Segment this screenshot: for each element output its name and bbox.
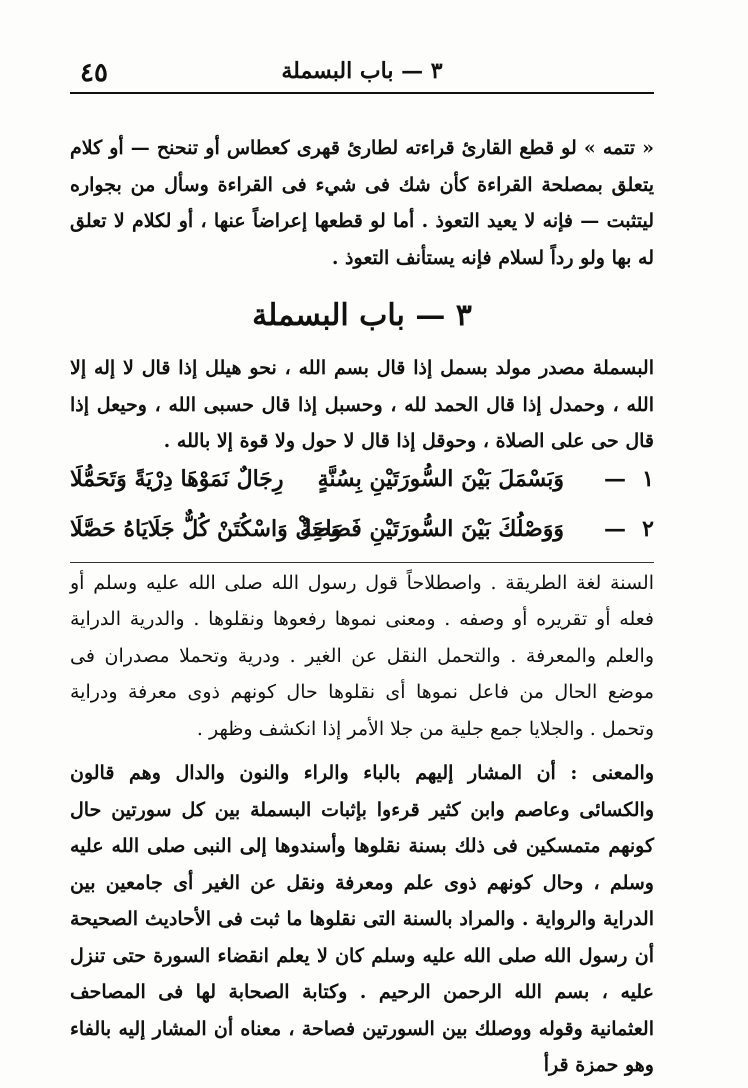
verse-line bbox=[70, 514, 654, 560]
paragraph-tatimma: « تتمه » لو قطع القارئ قراءته لطارئ قهرى كعطاس أو تنحنح — أو كلام يتعلق بمصلحة القراءة كأن شك فى شيء فى القراءة وسأل من بجواره ليتثبت — فإنه لا يعيد التعوذ . أما لو قطعها إعراضاً عنها ، أو لكلام لا تعلق له بها ولو رداً لسلام فإنه يستأنف التعوذ . bbox=[70, 137, 654, 269]
verse-number: ٢ bbox=[642, 515, 654, 542]
chapter-title: ٣ — باب البسملة bbox=[252, 298, 472, 333]
page-number: ٤٥ bbox=[80, 58, 108, 88]
paragraph-definition: البسملة مصدر مولد بسمل إذا قال بسم الله ، نحو هيلل إذا قال لا إله إلا الله ، وحمدل إذا قال الحمد لله ، وحسبل إذا قال حسبى الله ، وحيعل إذا قال حى على الصلاة ، وحوقل إذا قال لا حول ولا قوة إلا بالله . bbox=[70, 357, 654, 452]
paragraph-vocabulary: السنة لغة الطريقة . واصطلاحاً قول رسول الله صلى الله عليه وسلم أو فعله أو تقريره أو وصفه . ومعنى نموها رفعوها ونقلوها . والدرية الدراية والعلم والمعرفة . والتحمل النقل عن الغير . ودرية وتحملا مصدران فى موضع الحال من فاعل نموها أى نقلوها حال كونهم ذوى معرفة ودراية وتحمل . والجلايا جمع جلية من جلا الأمر إذا انكشف وظهر . bbox=[70, 571, 654, 740]
commentary-section bbox=[70, 562, 654, 1084]
verse-number: ١ bbox=[642, 465, 654, 492]
running-title: ٣ — باب البسملة bbox=[281, 58, 443, 84]
verse-hemistich-second: رِجَالٌ نَمَوْهَا دِرْيَةً وَتَحَمُّلَا bbox=[70, 465, 284, 492]
verse-hemistich-first: وَبَسْمَلَ بَيْنَ السُّورَتَيْنِ بِسُنَّةٍ bbox=[317, 465, 564, 492]
page-header bbox=[70, 52, 654, 94]
verse-hemistich-second: وَصِلْ وَاسْكُتَنْ كُلٌّ جَلَايَاهُ حَصَّلَا bbox=[70, 515, 342, 542]
verse-dash: — bbox=[604, 515, 626, 542]
verse-hemistich-first: وَوَصْلُكَ بَيْنَ السُّورَتَيْنِ فَصَاحَةٌ bbox=[300, 515, 564, 542]
verse-line bbox=[70, 464, 654, 510]
verse-dash: — bbox=[604, 465, 626, 492]
paragraph-meaning: والمعنى : أن المشار إليهم بالباء والراء والنون والدال وهم قالون والكسائى وعاصم وابن كثير قرءوا بإثبات البسملة بين كل سورتين حال كونهم متمسكين فى ذلك بسنة نقلوها وأسندوها إلى النبى صلى الله عليه وسلم ، وحال كونهم ذوى علم ومعرفة ونقل عن الغير أى جامعين بين الدراية والرواية . والمراد بالسنة التى نقلوها ما ثبت فى الأحاديث الصحيحة أن رسول الله صلى الله عليه وسلم كان لا يعلم انقضاء السورة حتى تنزل عليه ، بسم الله الرحمن الرحيم . وكتابة الصحابة لها فى المصاحف العثمانية وقوله ووصلك بين السورتين فصاحة ، معناه أن المشار إليه بالفاء وهو حمزة قرأ bbox=[70, 762, 654, 1076]
book-page bbox=[70, 52, 654, 1076]
